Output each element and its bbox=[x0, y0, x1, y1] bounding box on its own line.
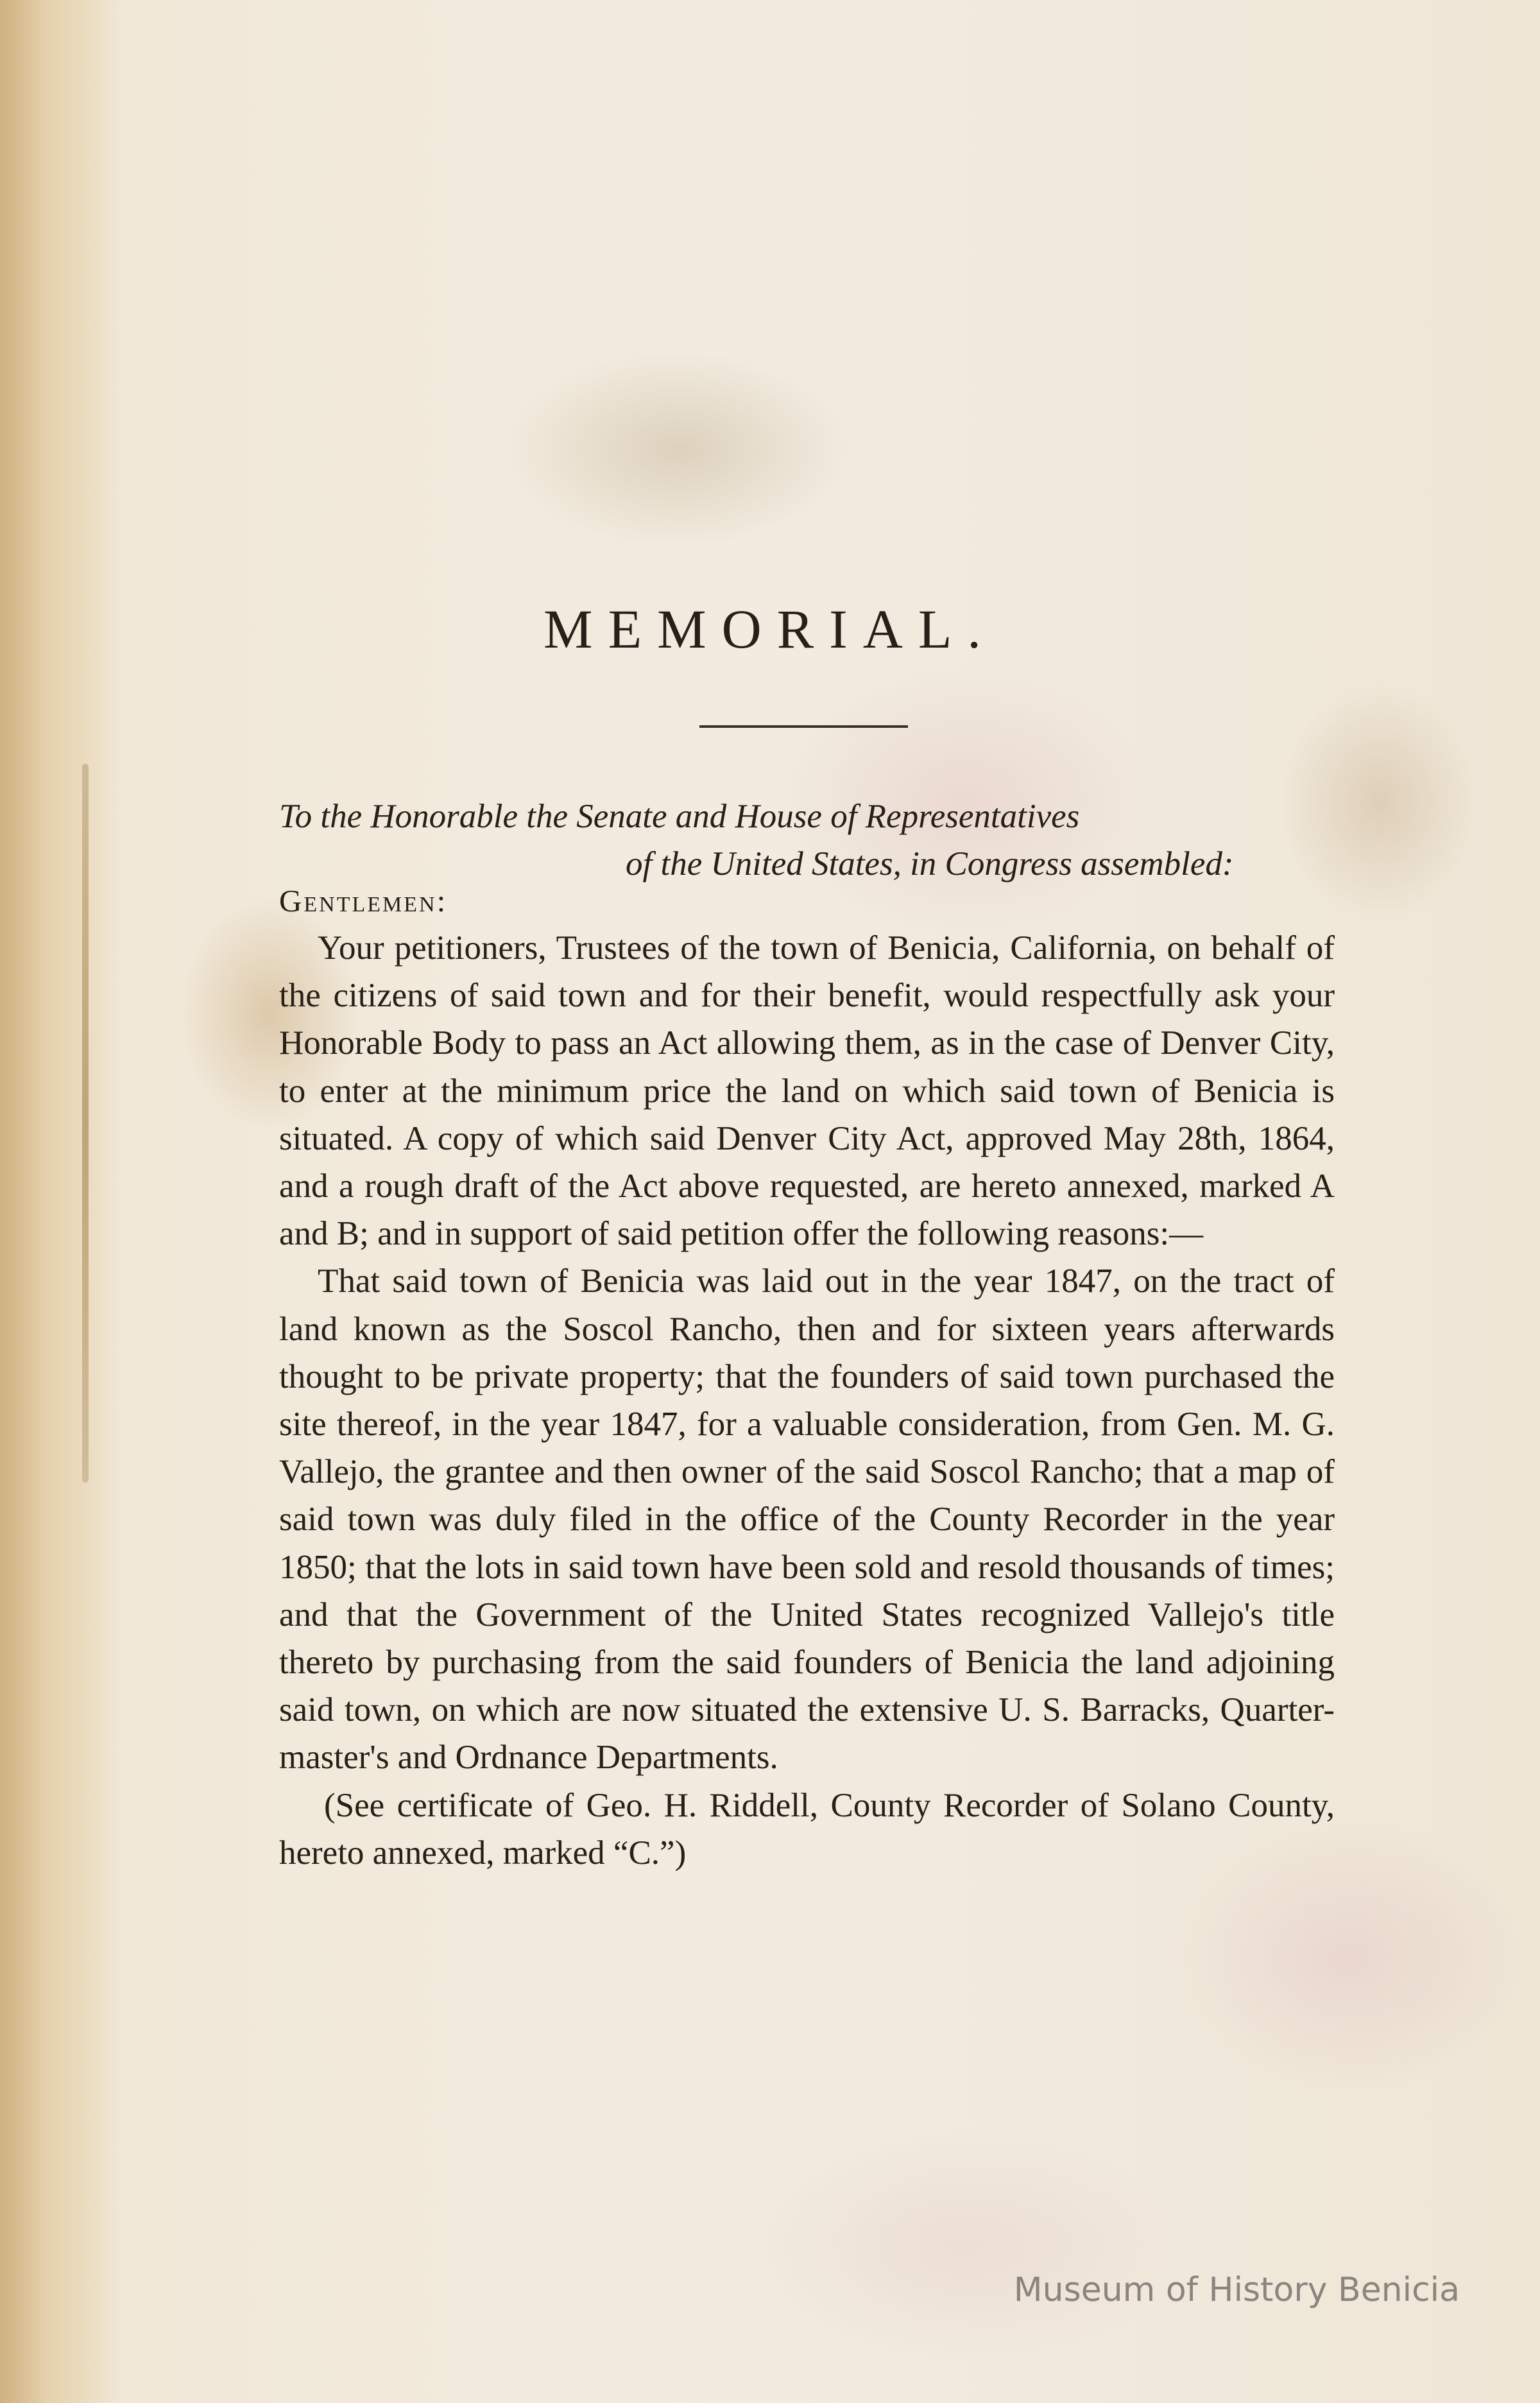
watermark: Museum of History Benicia bbox=[1013, 2271, 1460, 2309]
page-title: MEMORIAL. bbox=[543, 598, 997, 660]
title-rule bbox=[699, 725, 908, 728]
binding-edge bbox=[0, 0, 122, 2403]
address-block bbox=[279, 793, 1338, 888]
binding-thread bbox=[82, 764, 89, 1483]
salutation: Gentlemen: bbox=[279, 883, 448, 918]
address-line-2: of the United States, in Congress assembled: bbox=[626, 845, 1234, 883]
paragraph-1: Your petitioners, Trustees of the town of Benicia, California, on behalf of the citizens of said town and for their benefit, would respectfully ask your Honorable Body to pass an Act allowing them, as in the case of Denver City, to enter at the minimum price the land on which said town of Benicia is situated. A copy of which said Denver City Act, approved May 28th, 1864, and a rough draft of the Act above requested, are hereto annexed, marked A and B; and in support of said petition offer the following reasons:— bbox=[279, 929, 1335, 1253]
address-line-1: To the Honorable the Senate and House of Representatives bbox=[279, 798, 1080, 835]
memorial-body bbox=[279, 924, 1335, 1877]
paragraph-3: (See certificate of Geo. H. Riddell, County Recorder of Solano County, hereto annexed, marked “C.”) bbox=[279, 1786, 1335, 1872]
paragraph-2: That said town of Benicia was laid out in the year 1847, on the tract of land known as the Soscol Rancho, then and for sixteen years afterwards thought to be private property; that the founders of said town purchased the site thereof, in the year 1847, for a valuable consideration, from Gen. M. G. Vallejo, the grantee and then owner of the said Soscol Rancho; that a map of said town was duly filed in the office of the County Recorder in the year 1850; that the lots in said town have been sold and resold thousands of times; and that the Government of the United States recognized Vallejo's title thereto by purchasing from the said founders of Benicia the land adjoining said town, on which are now situated the extensive U. S. Barracks, Quarter-master's and Ordnance Departments. bbox=[279, 1262, 1335, 1777]
